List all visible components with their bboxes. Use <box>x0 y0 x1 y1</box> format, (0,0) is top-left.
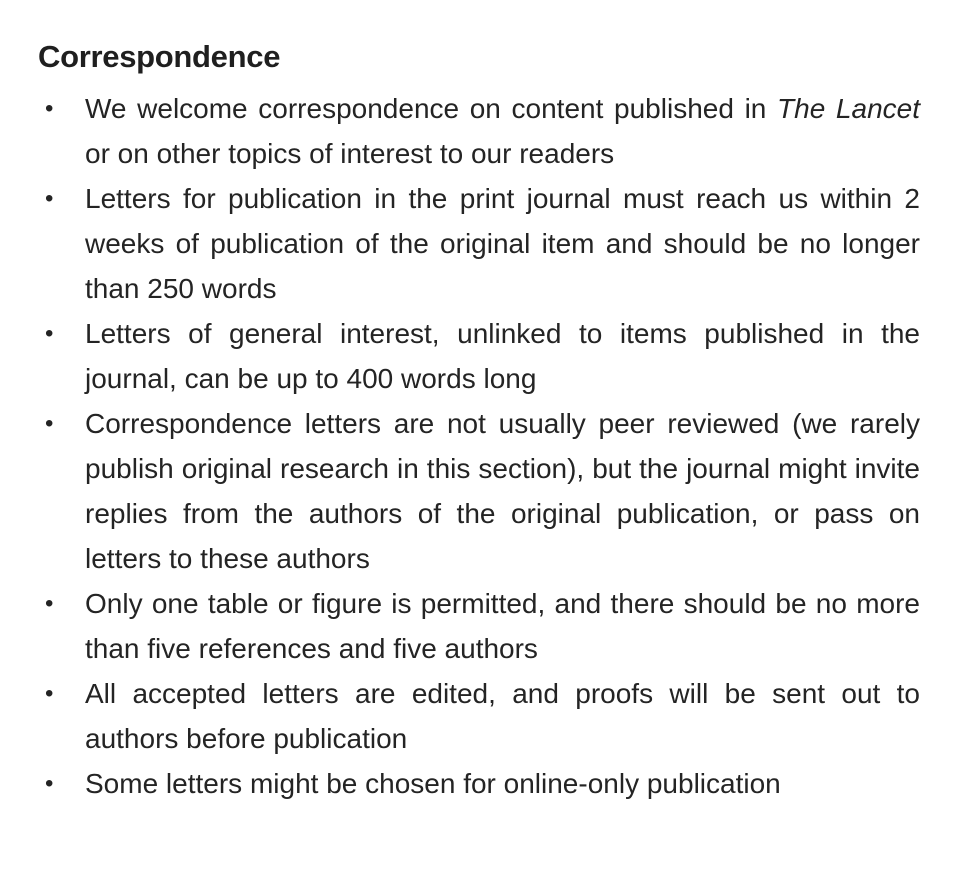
section-title: Correspondence <box>38 39 281 74</box>
bullet-icon: • <box>45 770 54 797</box>
bullet-icon: • <box>45 410 54 437</box>
bullet-text: or on other topics of interest to our readers <box>85 138 615 169</box>
bullet-text: Only one table or figure is permitted, and there should be no more than five references and five authors <box>85 588 920 664</box>
bullet-text: Letters of general interest, unlinked to items published in the journal, can be up to 400 words long <box>85 318 920 394</box>
list-item <box>38 176 920 311</box>
list-item <box>38 86 920 176</box>
bullet-icon: • <box>45 590 54 617</box>
list-item <box>38 761 920 806</box>
bullet-icon: • <box>45 95 54 122</box>
bullet-text: Letters for publication in the print journal must reach us within 2 weeks of publication of the original item and should be no longer than 250 words <box>85 183 920 304</box>
bullet-text: Correspondence letters are not usually peer reviewed (we rarely publish original research in this section), but the journal might invite replies from the authors of the original publication, or pass on letters to these authors <box>85 408 920 574</box>
bullet-icon: • <box>45 680 54 707</box>
bullet-icon: • <box>45 320 54 347</box>
list-item <box>38 311 920 401</box>
bullet-text: Some letters might be chosen for online-only publication <box>85 768 781 799</box>
list-item <box>38 581 920 671</box>
bullet-text: We welcome correspondence on content published in <box>85 93 778 124</box>
list-item <box>38 401 920 581</box>
bullet-icon: • <box>45 185 54 212</box>
journal-name-italic: The Lancet <box>777 93 920 124</box>
list-item <box>38 671 920 761</box>
correspondence-guidelines-list <box>38 86 920 806</box>
bullet-text: All accepted letters are edited, and proofs will be sent out to authors before publication <box>85 678 920 754</box>
